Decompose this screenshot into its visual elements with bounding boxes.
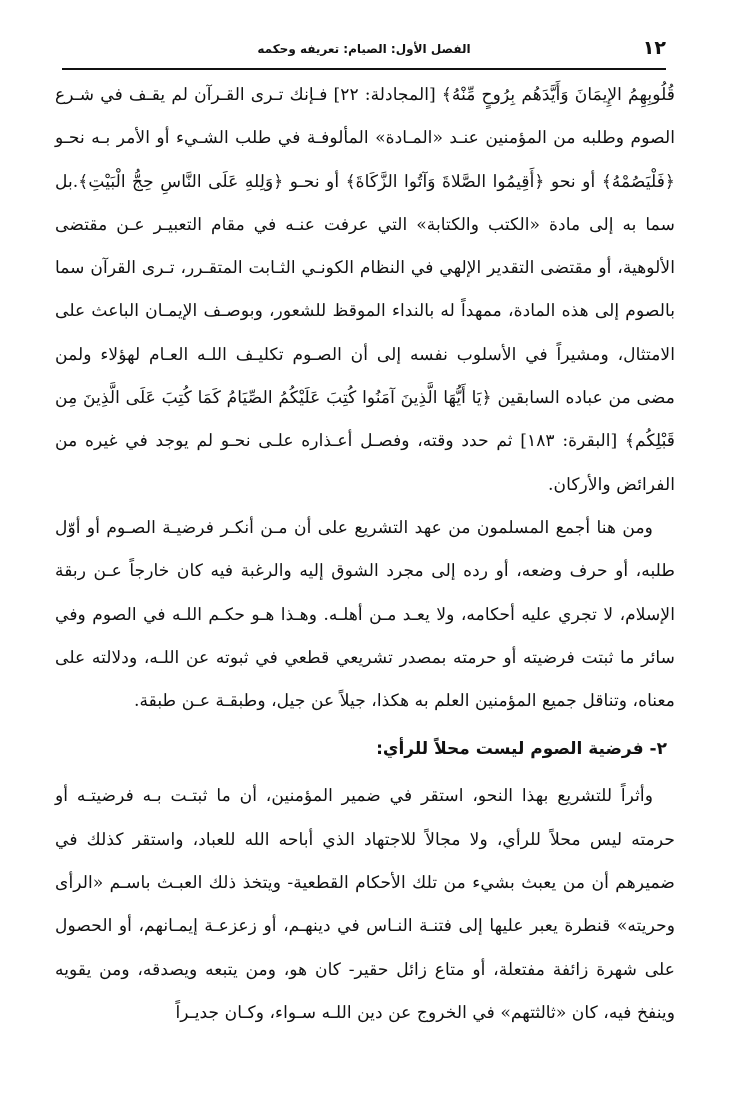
page-number: ١٢ xyxy=(642,37,666,59)
paragraph-2: ومن هنا أجمع المسلمون من عهد التشريع على أن مـن أنكـر فرضيـة الصـوم أو أوّل طلبه، أو حرف وضعه، أو رده إلى مجرد الشوق إليه والرغبة فيه كان خارجاً عـن ربقة الإسلام، لا تجري عليه أحكامه، ولا يعـد مـن أهلـه. وهـذا هـو حكـم اللـه في الصوم وفي سائر ما ثبتت فرضيته أو حرمته بمصدر تشريعي قطعي في ثبوته عن اللـه، ودلالته على معناه، وتناقل جميع المؤمنين العلم به هكذا، جيلاً عن جيل، وطبقـة عـن طبقة. xyxy=(55,517,675,712)
paragraph-3: وأثراً للتشريع بهذا النحو، استقر في ضمير المؤمنين، أن ما ثبتـت بـه فرضيتـه أو حرمته ليس محلاً للرأي، ولا مجالاً للاجتهاد الذي أباحه الله للعباد، واستقر كذلك في ضميرهم أن من يعبث بشيء من تلك الأحكام القطعية- ويتخذ ذلك العبـث باسـم «الرأى وحريته» قنطرة يعبر عليها إلى فتنـة النـاس في دينهـم، أو زعزعـة إيمـانهم، أو الحصول على شهرة زائفة مفتعلة، أو متاع زائل حقير- كان هو، ومن يتبعه ويصدقه، ومن يقويه وينفخ فيه، كان «ثالثتهم» في الخروج عن دين اللـه سـواء، وكـان جديـراً xyxy=(55,786,675,1023)
section-heading: ٢- فرضية الصوم ليست محلاً للرأي: xyxy=(376,739,667,760)
body-text xyxy=(55,74,675,1035)
chapter-title: الفصل الأول: الصيام: تعريفه وحكمه xyxy=(257,42,471,56)
paragraph-1: قُلُوبِهِمُ الإِيمَانَ وَأَيَّدَهُم بِرُوحٍ مِّنْهُ﴾ [المجادلة: ٢٢] فـإنك تـرى القـرآن لم يقـف في شـرع الصوم وطلبه من المؤمنين عنـد «المـادة» المألوفـة في طلب الشـيء أو الأمر بـه نحـو ﴿فَلْيَصُمْهُ﴾ أو نحو ﴿أَقِيمُوا الصَّلاةَ وَآتُوا الزَّكَاةَ﴾ أو نحـو ﴿وَلِلهِ عَلَى النَّاسِ حِجُّ الْبَيْتِ﴾.بل سما به إلى مادة «الكتب والكتابة» التي عرفت عنـه في مقام التعبيـر عـن مقتضى الألوهية، أو مقتضى التقدير الإلهي في النظام الكونـي الثـابت المتقـرر، تـرى القرآن سما بالصوم إلى هذه المادة، ممهداً له بالنداء الموقظ للشعور، وبوصـف الإيمـان الباعث على الامتثال، ومشيراً في الأسلوب نفسه إلى أن الصـوم تكليـف اللـه العـام لهؤلاء ولمن مضى من عباده السابقين ﴿يَا أَيُّهَا الَّذِينَ آمَنُوا كُتِبَ عَلَيْكُمُ الصِّيَامُ كَمَا كُتِبَ عَلَى الَّذِينَ مِن قَبْلِكُم﴾ [البقرة: ١٨٣] ثم حدد وقته، وفصـل أعـذاره علـى نحـو لم يوجد في غيره من الفرائض والأركان. xyxy=(55,85,675,495)
running-header xyxy=(62,34,666,70)
